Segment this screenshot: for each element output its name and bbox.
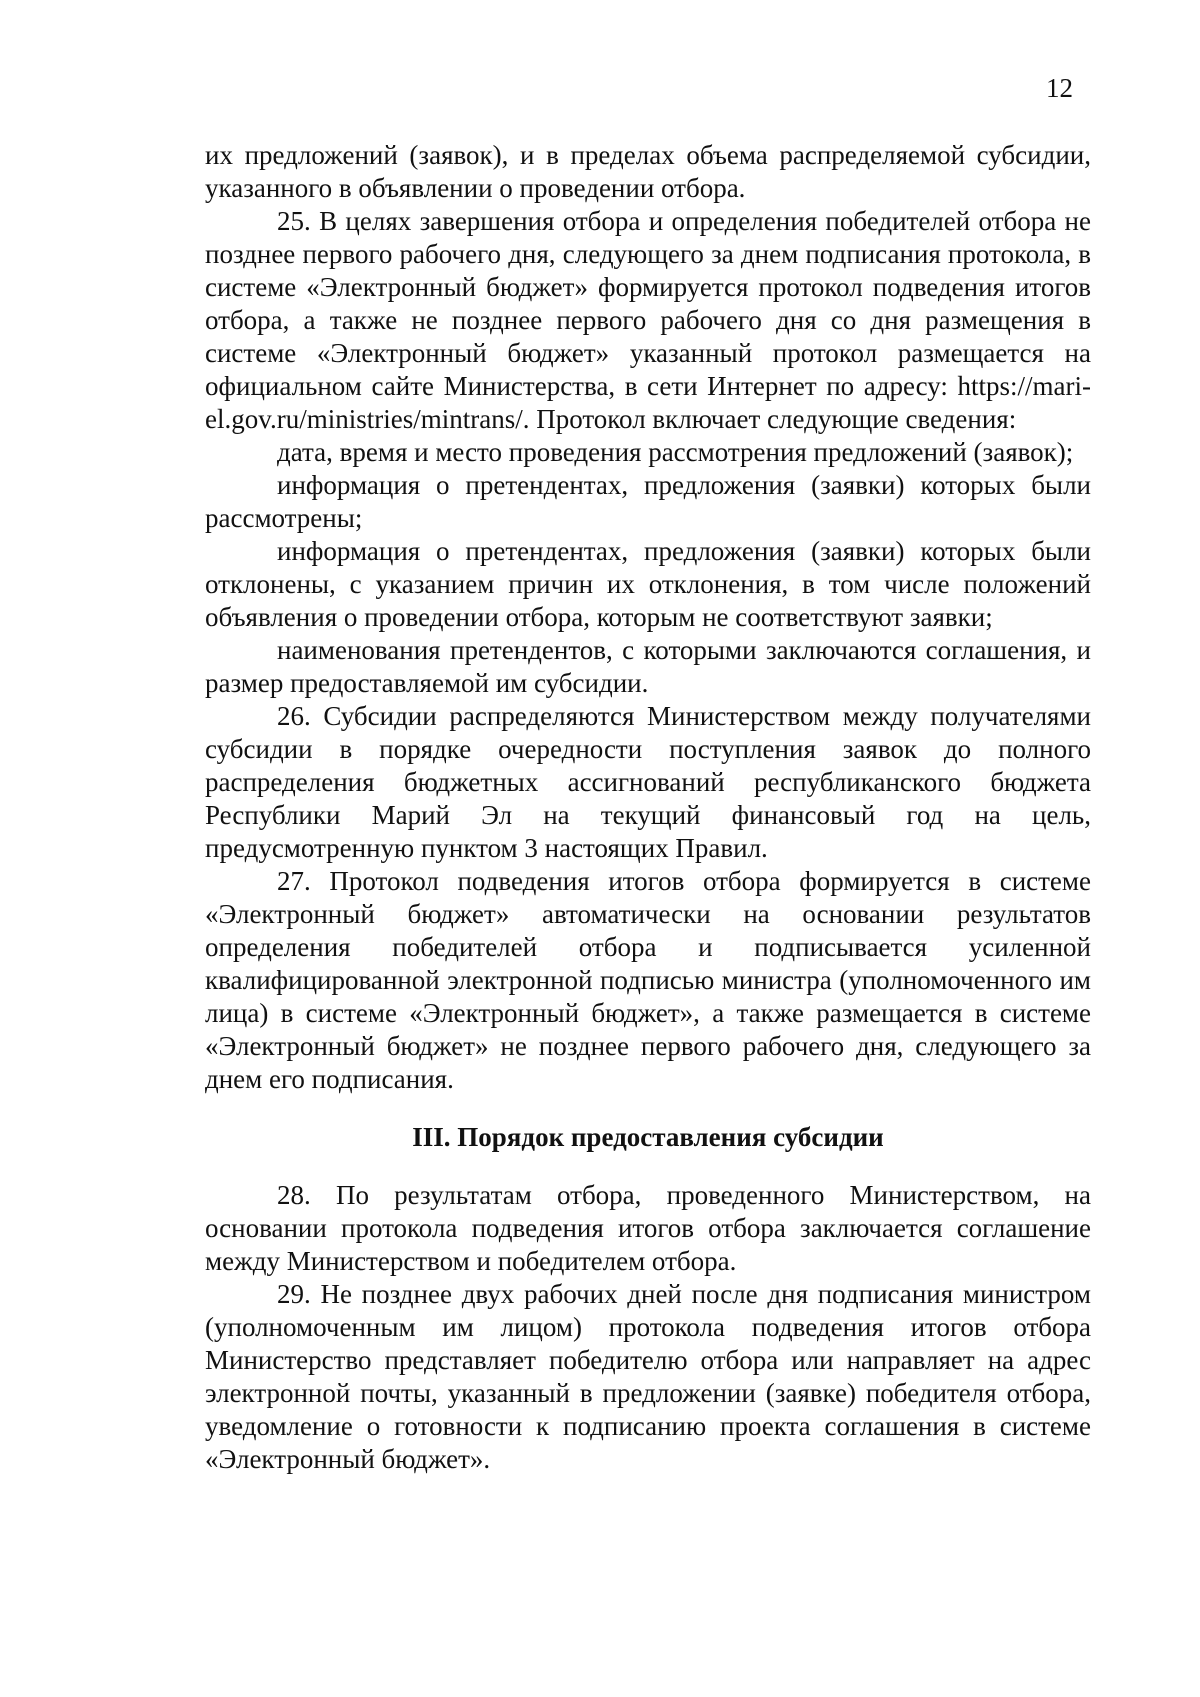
paragraph-list-names: наименования претендентов, с которыми заключаются соглашения, и размер предоставляемой им субсидии. xyxy=(205,635,1091,698)
paragraph-item-27: 27. Протокол подведения итогов отбора формируется в системе «Электронный бюджет» автоматически на основании результатов определения победителей отбора и подписывается усиленной квалифицированной электронной подписью министра (уполномоченного им лица) в системе «Электронный бюджет», а также размещается в системе «Электронный бюджет» не позднее первого рабочего дня, следующего за днем его подписания. xyxy=(205,866,1091,1094)
section-heading: III. Порядок предоставления субсидии xyxy=(412,1122,884,1152)
paragraph-continuation: их предложений (заявок), и в пределах объема распределяемой субсидии, указанного в объявлении о проведении отбора. xyxy=(205,140,1091,203)
paragraph-item-25: 25. В целях завершения отбора и определения победителей отбора не позднее первого рабочего дня, следующего за днем подписания протокола, в системе «Электронный бюджет» формируется протокол подведения итогов отбора, а также не позднее первого рабочего дня со дня размещения в системе «Электронный бюджет» указанный протокол размещается на официальном сайте Министерства, в сети Интернет по адресу: https://mari-el.gov.ru/ministries/mintrans/. Протокол включает следующие сведения: xyxy=(205,206,1091,434)
paragraph-list-date: дата, время и место проведения рассмотрения предложений (заявок); xyxy=(277,437,1074,467)
paragraph-item-28: 28. По результатам отбора, проведенного Министерством, на основании протокола подведения итогов отбора заключается соглашение между Министерством и победителем отбора. xyxy=(205,1180,1091,1276)
paragraph-list-rejected: информация о претендентах, предложения (заявки) которых были отклонены, с указанием причин их отклонения, в том числе положений объявления о проведении отбора, которым не соответствуют заявки; xyxy=(205,536,1091,632)
paragraph-list-reviewed: информация о претендентах, предложения (заявки) которых были рассмотрены; xyxy=(205,470,1091,533)
paragraph-item-26: 26. Субсидии распределяются Министерством между получателями субсидии в порядке очередности поступления заявок до полного распределения бюджетных ассигнований республиканского бюджета Республики Марий Эл на текущий финансовый год на цель, предусмотренную пунктом 3 настоящих Правил. xyxy=(205,701,1091,863)
page-number: 12 xyxy=(1046,73,1073,103)
paragraph-item-29: 29. Не позднее двух рабочих дней после дня подписания министром (уполномоченным им лицом) протокола подведения итогов отбора Министерство представляет победителю отбора или направляет на адрес электронной почты, указанный в предложении (заявке) победителя отбора, уведомление о готовности к подписанию проекта соглашения в системе «Электронный бюджет». xyxy=(205,1279,1091,1474)
document-body xyxy=(205,139,1091,1476)
